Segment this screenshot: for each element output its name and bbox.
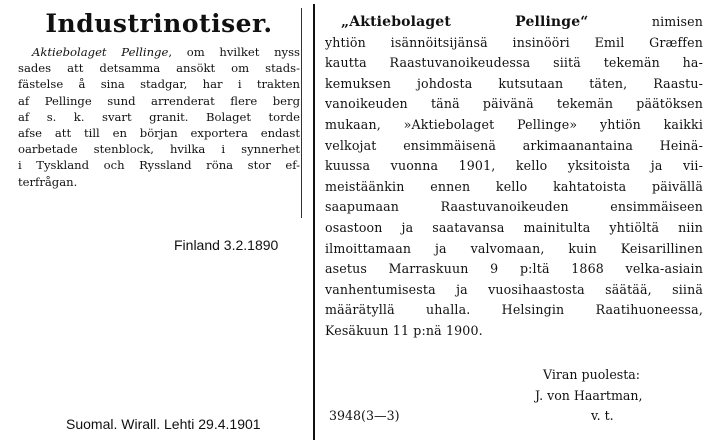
company-name: „Aktiebolaget Pellinge“ bbox=[341, 14, 589, 30]
right-line: vanoikeuden tänä päivänä tekemän päätöksen bbox=[325, 96, 703, 112]
signature-name: J. von Haartman, bbox=[535, 388, 643, 403]
left-line: af Pellinge sund arrenderat flere berg bbox=[18, 93, 300, 108]
right-line: kuussa vuonna 1901, kello yksitoista ja vii- bbox=[325, 158, 703, 174]
right-line: ilmoittamaan ja valvomaan, kuin Keisarillinen bbox=[325, 240, 703, 256]
first-line-rest: nimisen bbox=[651, 14, 703, 29]
left-clipping bbox=[18, 8, 300, 218]
right-line: yhtiön isännöitsijänsä insinööri Emil Græffen bbox=[325, 34, 703, 50]
right-line: saapumaan Raastuvanoikeuden ensimmäiseen bbox=[325, 199, 703, 215]
right-caption: Suomal. Wirall. Lehti 29.4.1901 bbox=[66, 416, 261, 432]
right-line: meistäänkin ennen kello kahtatoista päivällä bbox=[325, 178, 703, 194]
column-divider bbox=[301, 8, 302, 218]
right-line: kemuksen johdosta kutsutaan täten, Raastu- bbox=[325, 75, 703, 91]
right-line: vanhentumisesta ja vuosihaastosta säätää, siinä bbox=[325, 281, 703, 297]
left-line: afse att till en början exportera endast bbox=[18, 126, 300, 141]
left-line: sades att detsamma ansökt om stads- bbox=[18, 61, 300, 76]
left-line: oarbetade stenblock, hvilka i synnerhet bbox=[18, 142, 300, 157]
right-clipping bbox=[325, 12, 703, 432]
clipping-border bbox=[313, 4, 315, 440]
right-line: velkojat ensimmäisenä arkimaanantaina Heinä- bbox=[325, 137, 703, 153]
right-line: kautta Raastuvanoikeudessa siitä tekemän ha- bbox=[325, 55, 703, 71]
left-line: i Tyskland och Ryssland röna stor ef- bbox=[18, 158, 300, 173]
right-line: asetus Marraskuun 9 p:ltä 1868 velka-asiain bbox=[325, 261, 703, 277]
left-clipping-title: Industrinotiser. bbox=[45, 9, 273, 38]
right-line: määrätyllä uhalla. Helsingin Raatihuoneessa, bbox=[325, 302, 703, 318]
right-line: osastoon ja saatavansa mainitulta yhtiöltä niin bbox=[325, 219, 703, 235]
signature-title: v. t. bbox=[591, 408, 614, 423]
reference-number: 3948(3—3) bbox=[329, 408, 400, 423]
left-caption: Finland 3.2.1890 bbox=[174, 237, 279, 253]
right-first-line bbox=[325, 12, 703, 33]
left-clipping-body bbox=[18, 44, 300, 190]
left-line: Aktiebolaget Pellinge, om hvilket nyss bbox=[32, 45, 301, 59]
left-line: terfrågan. bbox=[18, 174, 78, 189]
signature-heading: Viran puolesta: bbox=[543, 367, 641, 382]
company-name-italic: Aktiebolaget Pellinge bbox=[32, 45, 169, 59]
left-line: af s. k. svart granit. Bolaget torde bbox=[18, 109, 300, 124]
left-line: fästelse å sina stadgar, har i trakten bbox=[18, 77, 300, 92]
right-line: mukaan, »Aktiebolaget Pellinge» yhtiön kaikki bbox=[325, 116, 703, 132]
right-line: Kesäkuun 11 p:nä 1900. bbox=[325, 322, 483, 338]
